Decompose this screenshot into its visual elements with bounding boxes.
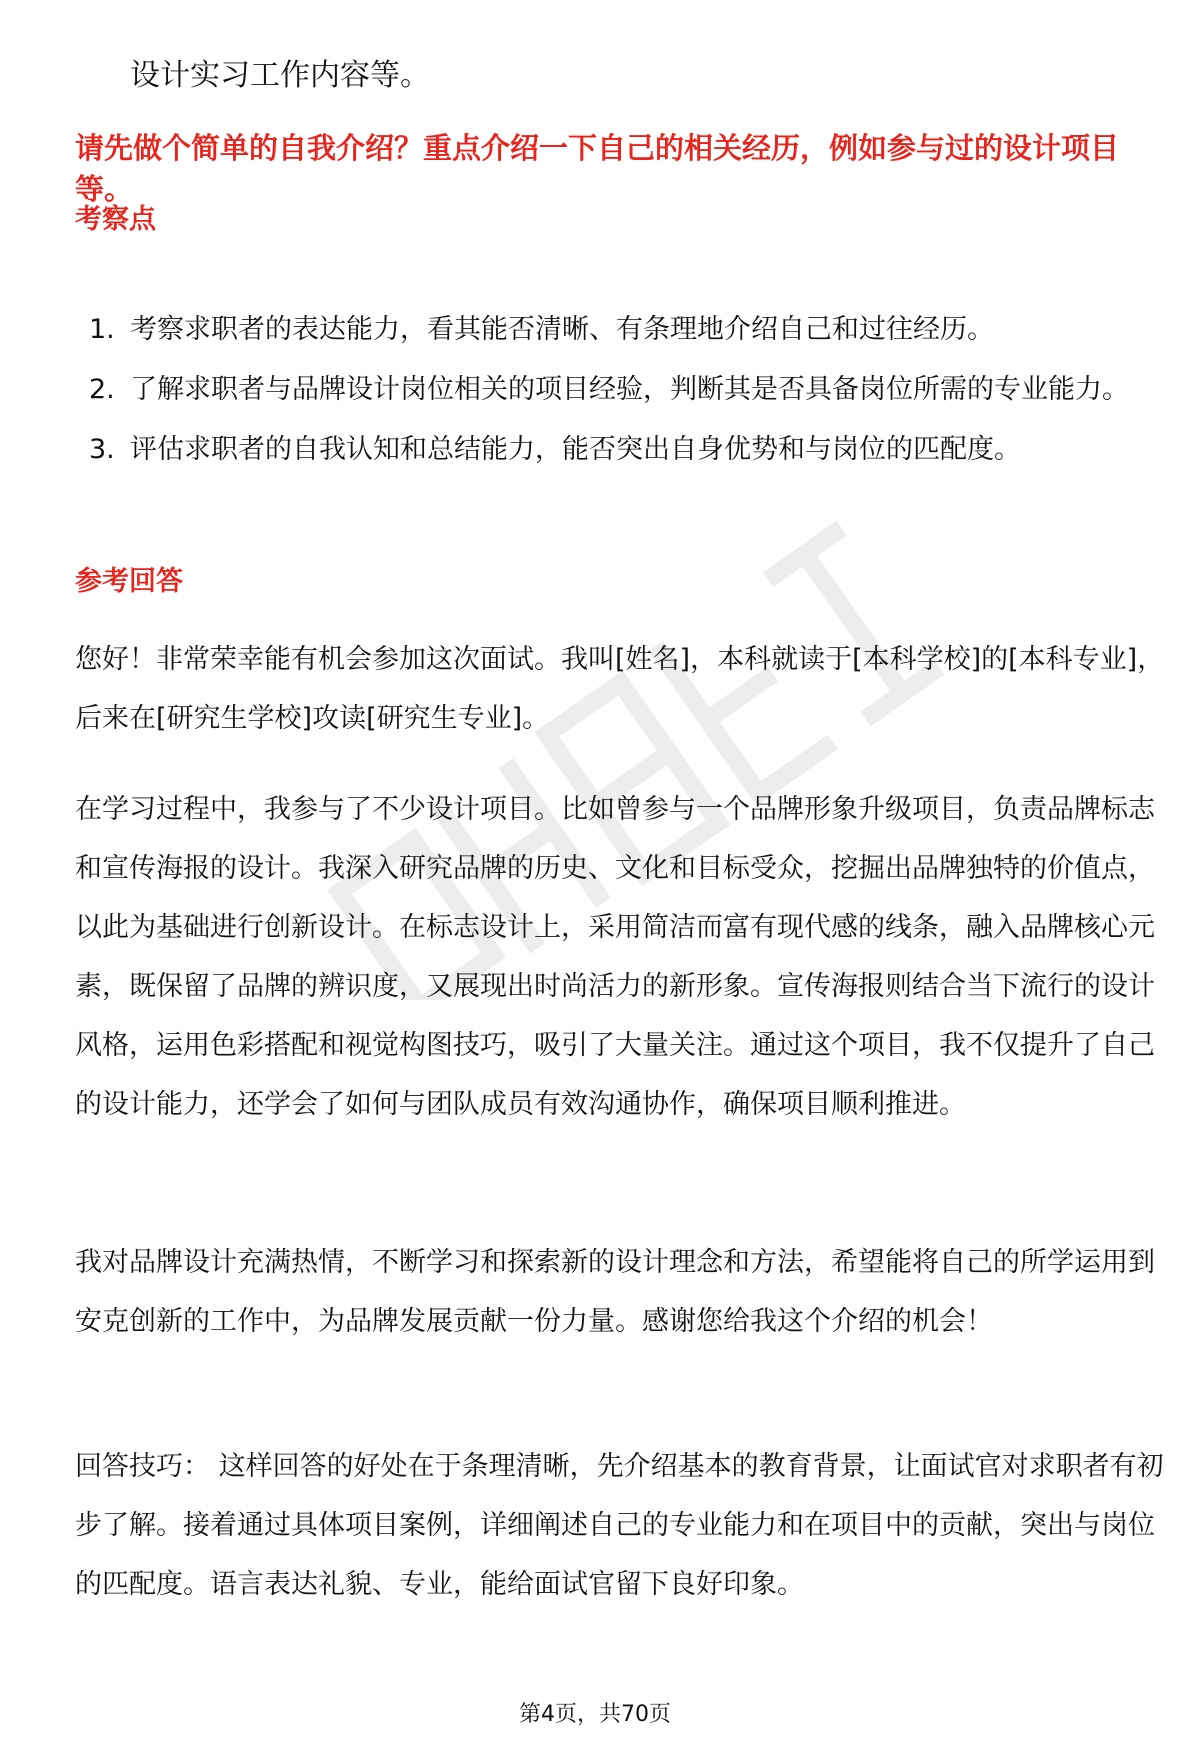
answer-paragraph-closing: 我对品牌设计充满热情，不断学习和探索新的设计理念和方法，希望能将自己的所学运用到安克创新的工作中，为品牌发展贡献一份力量。感谢您给我这个介绍的机会！: [75, 1247, 1155, 1337]
assessment-item-number: 3.: [89, 434, 115, 465]
answer-heading: 参考回答: [75, 566, 183, 597]
answer-paragraph-intro: 您好！非常荣幸能有机会参加这次面试。我叫[姓名]，本科就读于[本科学校]的[本科专业]，后来在[研究生学校]攻读[研究生专业]。: [75, 644, 1165, 734]
assessment-item-text: 了解求职者与品牌设计岗位相关的项目经验，判断其是否具备岗位所需的专业能力。: [130, 374, 1129, 405]
assessment-item-number: 2.: [89, 374, 115, 405]
assessment-item-text: 考察求职者的表达能力，看其能否清晰、有条理地介绍自己和过往经历。: [130, 314, 994, 345]
page-number: 第4页，共70页: [519, 1702, 671, 1727]
continued-text: 设计实习工作内容等。: [130, 58, 430, 93]
assessment-list: [75, 300, 1165, 480]
assessment-heading: 考察点: [75, 204, 156, 235]
question-heading: 请先做个简单的自我介绍？重点介绍一下自己的相关经历，例如参与过的设计项目等。: [75, 131, 1120, 206]
answer-tips-paragraph: 回答技巧： 这样回答的好处在于条理清晰，先介绍基本的教育背景，让面试官对求职者有初步了解。接着通过具体项目案例，详细阐述自己的专业能力和在项目中的贡献，突出与岗位的匹配度。语言表达礼貌、专业，能给面试官留下良好印象。: [75, 1451, 1164, 1600]
assessment-item: [75, 300, 1165, 360]
assessment-item: [75, 420, 1165, 480]
assessment-item-text: 评估求职者的自我认知和总结能力，能否突出自身优势和与岗位的匹配度。: [130, 434, 1021, 465]
assessment-item-number: 1.: [89, 314, 115, 345]
answer-paragraph-project: 在学习过程中，我参与了不少设计项目。比如曾参与一个品牌形象升级项目，负责品牌标志和宣传海报的设计。我深入研究品牌的历史、文化和目标受众，挖掘出品牌独特的价值点，以此为基础进行创新设计。在标志设计上，采用简洁而富有现代感的线条，融入品牌核心元素，既保留了品牌的辨识度，又展现出时尚活力的新形象。宣传海报则结合当下流行的设计风格，运用色彩搭配和视觉构图技巧，吸引了大量关注。通过这个项目，我不仅提升了自己的设计能力，还学会了如何与团队成员有效沟通协作，确保项目顺利推进。: [75, 794, 1155, 1120]
assessment-item: [75, 360, 1165, 420]
